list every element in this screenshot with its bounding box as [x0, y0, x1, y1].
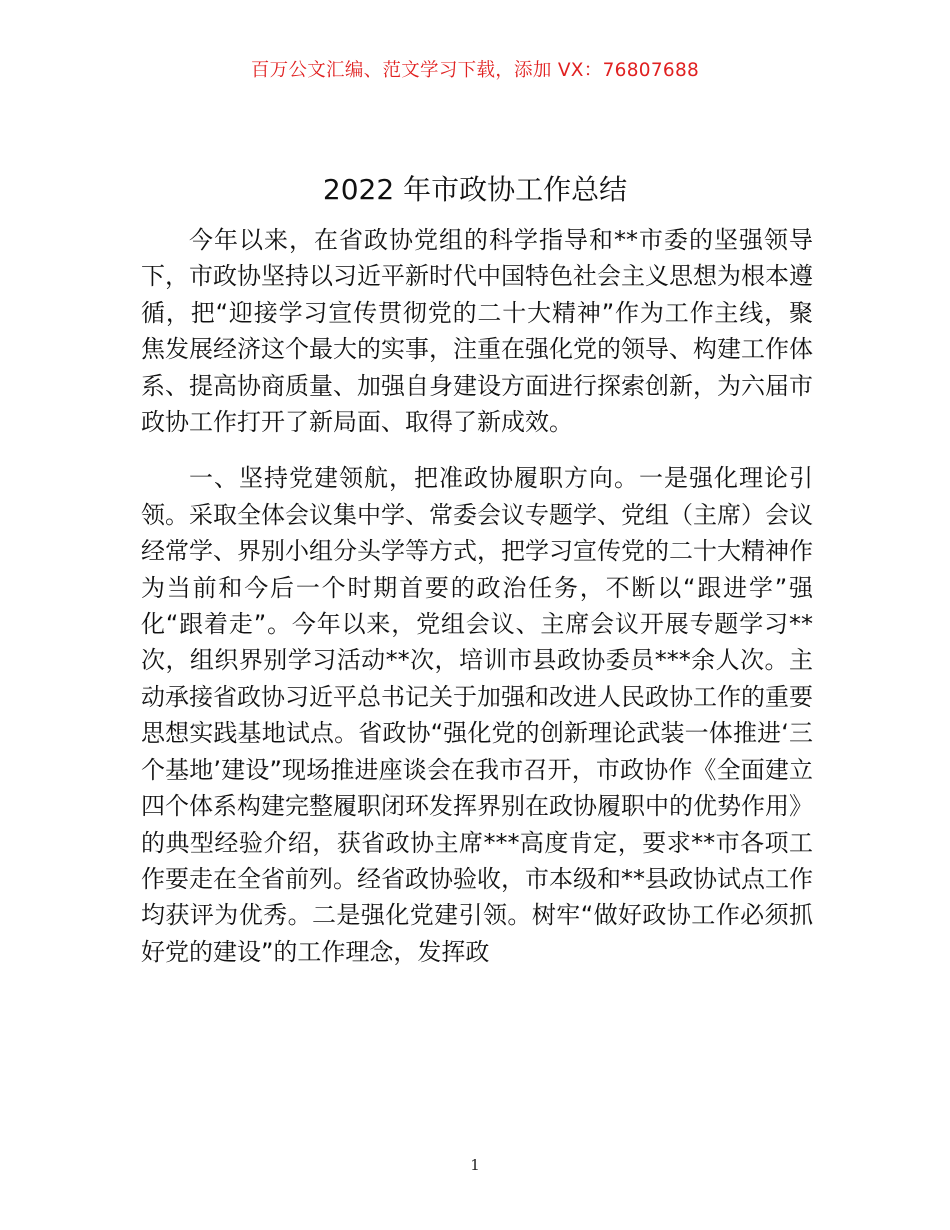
document-title: 2022 年市政协工作总结 [322, 173, 628, 206]
page-number: 1 [470, 1156, 480, 1174]
paragraph-section-one: 一、坚持党建领航，把准政协履职方向。一是强化理论引领。采取全体会议集中学、常委会议专题学、党组（主席）会议经常学、界别小组分头学等方式，把学习宣传党的二十大精神作为当前和今后一个时期首要的政治任务，不断以“跟进学”强化“跟着走”。今年以来，党组会议、主席会议开展专题学习**次，组织界别学习活动**次，培训市县政协委员***余人次。主动承接省政协习近平总书记关于加强和改进人民政协工作的重要思想实践基地试点。省政协“强化党的创新理论武装一体推进‘三个基地’建设”现场推进座谈会在我市召开，市政协作《全面建立四个体系构建完整履职闭环发挥界别在政协履职中的优势作用》的典型经验介绍，获省政协主席***高度肯定，要求**市各项工作要走在全省前列。经省政协验收，市本级和**县政协试点工作均获评为优秀。二是强化党建引领。树牢“做好政协工作必须抓好党的建设”的工作理念，发挥政 [141, 464, 813, 966]
paragraph-intro: 今年以来，在省政协党组的科学指导和**市委的坚强领导下，市政协坚持以习近平新时代中国特色社会主义思想为根本遵循，把“迎接学习宣传贯彻党的二十大精神”作为工作主线，聚焦发展经济这个最大的实事，注重在强化党的领导、构建工作体系、提高协商质量、加强自身建设方面进行探索创新，为六届市政协工作打开了新局面、取得了新成效。 [141, 226, 813, 437]
header-banner: 百万公文汇编、范文学习下载，添加 VX：76807688 [250, 60, 700, 81]
document-body [141, 222, 813, 970]
